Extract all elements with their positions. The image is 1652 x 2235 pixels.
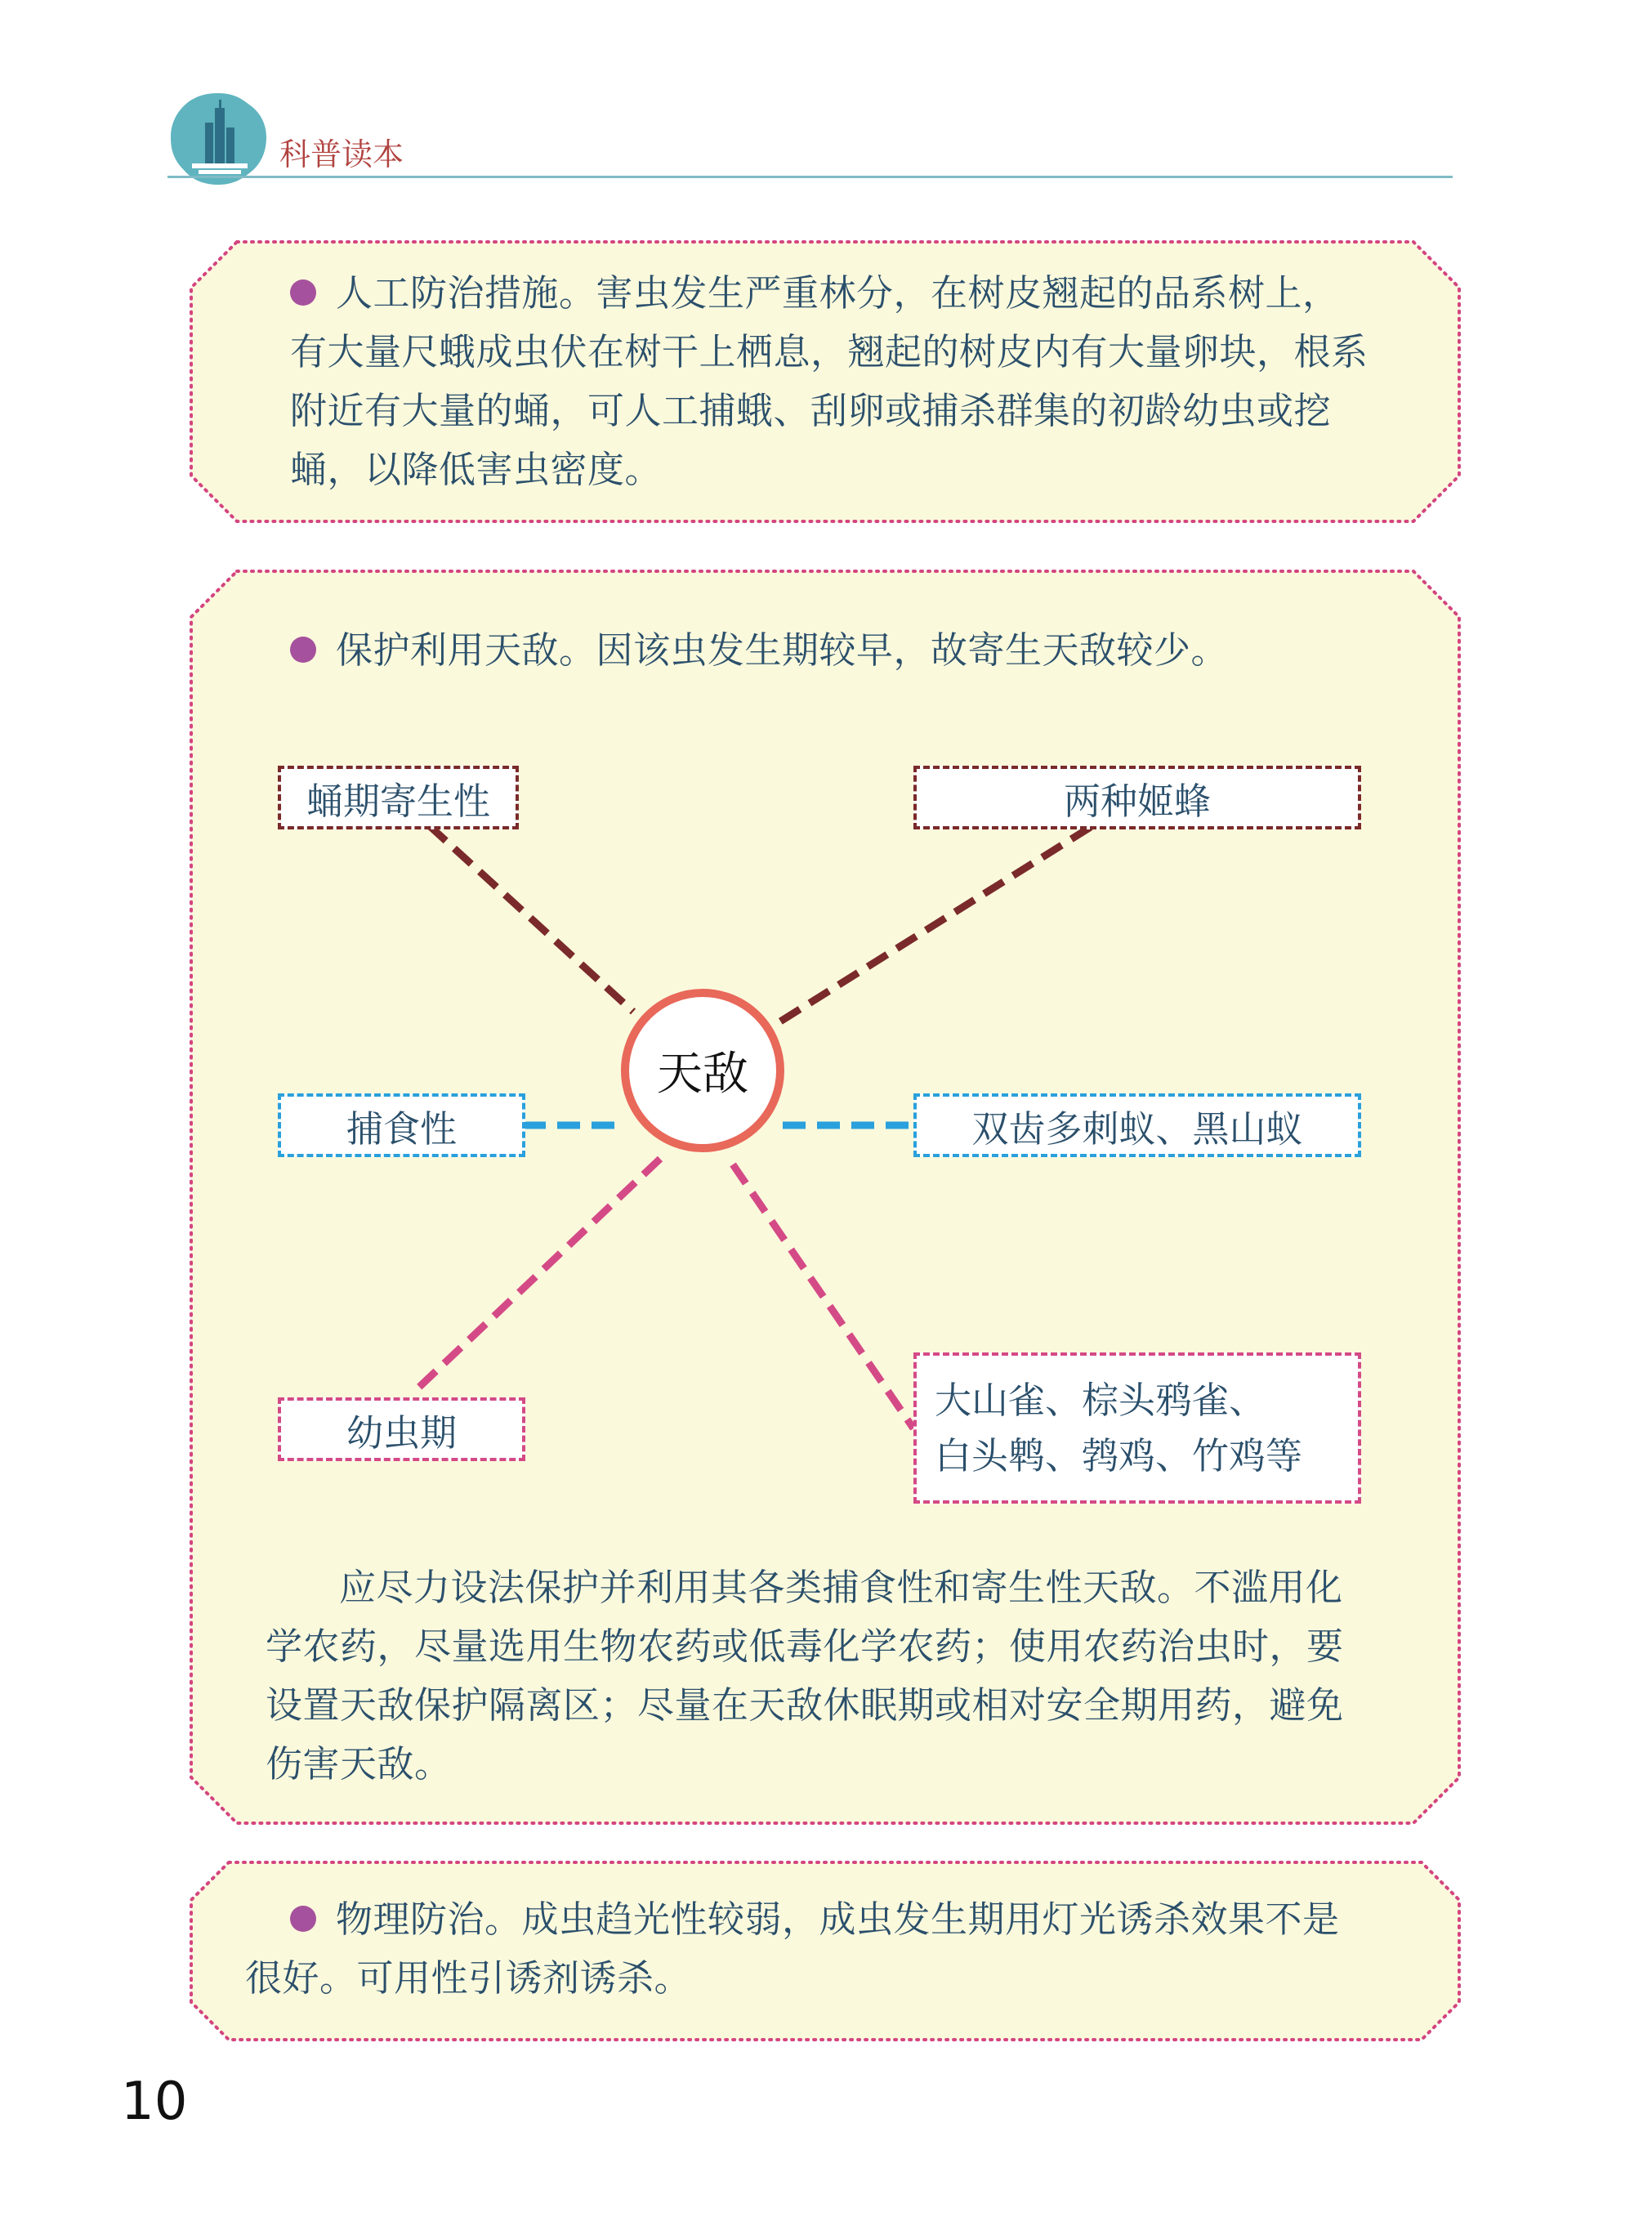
page-number: 10 <box>121 2072 188 2132</box>
connector-larval <box>413 1159 660 1393</box>
text-line: 学农药，尽量选用生物农药或低毒化学农药；使用农药治虫时，要 <box>266 1625 1344 1668</box>
center-node: 天敌 <box>621 989 784 1152</box>
text-line: 伤害天敌。 <box>266 1742 452 1786</box>
larval-value-line: 白头鹎、鹁鸡、竹鸡等 <box>935 1433 1303 1477</box>
physical-control-text <box>245 1890 1442 2008</box>
text-line: 有大量尺蛾成虫伏在树干上栖息，翘起的树皮内有大量卵块，根系 <box>290 330 1368 373</box>
text-line: 设置天敌保护隔离区；尽量在天敌休眠期或相对安全期用药，避免 <box>266 1683 1344 1727</box>
box-parasitic-value: 两种姬蜂 <box>913 766 1361 829</box>
box-predatory-value: 双齿多刺蚁、黑山蚁 <box>913 1093 1361 1157</box>
box-larval-value <box>913 1352 1361 1504</box>
connector-parasitic <box>429 825 633 1012</box>
larval-value-line: 大山雀、棕头鸦雀、 <box>935 1378 1266 1422</box>
natural-enemies-intro: 保护利用天敌。因该虫发生期较早，故寄生天敌较少。 <box>290 621 1442 680</box>
text-line: 附近有大量的蛹，可人工捕蛾、刮卵或捕杀群集的初龄幼虫或挖 <box>290 389 1332 432</box>
box-larval-label: 幼虫期 <box>278 1397 525 1461</box>
text-line: 人工防治措施。害虫发生严重林分，在树皮翘起的品系树上， <box>290 264 1442 323</box>
box-parasitic-label: 蛹期寄生性 <box>278 766 519 829</box>
connector-larval-value <box>733 1164 913 1428</box>
connector-parasitic-value <box>780 827 1091 1021</box>
box-predatory-label: 捕食性 <box>278 1093 525 1157</box>
text-line: 很好。可用性引诱剂诱杀。 <box>245 1956 692 2000</box>
bullet-icon <box>290 1906 316 1932</box>
text-line: 应尽力设法保护并利用其各类捕食性和寄生性天敌。不滥用化 <box>339 1566 1343 1609</box>
text-line: 物理防治。成虫趋光性较弱，成虫发生期用灯光诱杀效果不是 <box>290 1890 1442 1949</box>
header-title: 科普读本 <box>279 136 404 172</box>
text-line: 蛹，以降低害虫密度。 <box>290 448 663 491</box>
physical-control-panel <box>188 1859 1462 2043</box>
